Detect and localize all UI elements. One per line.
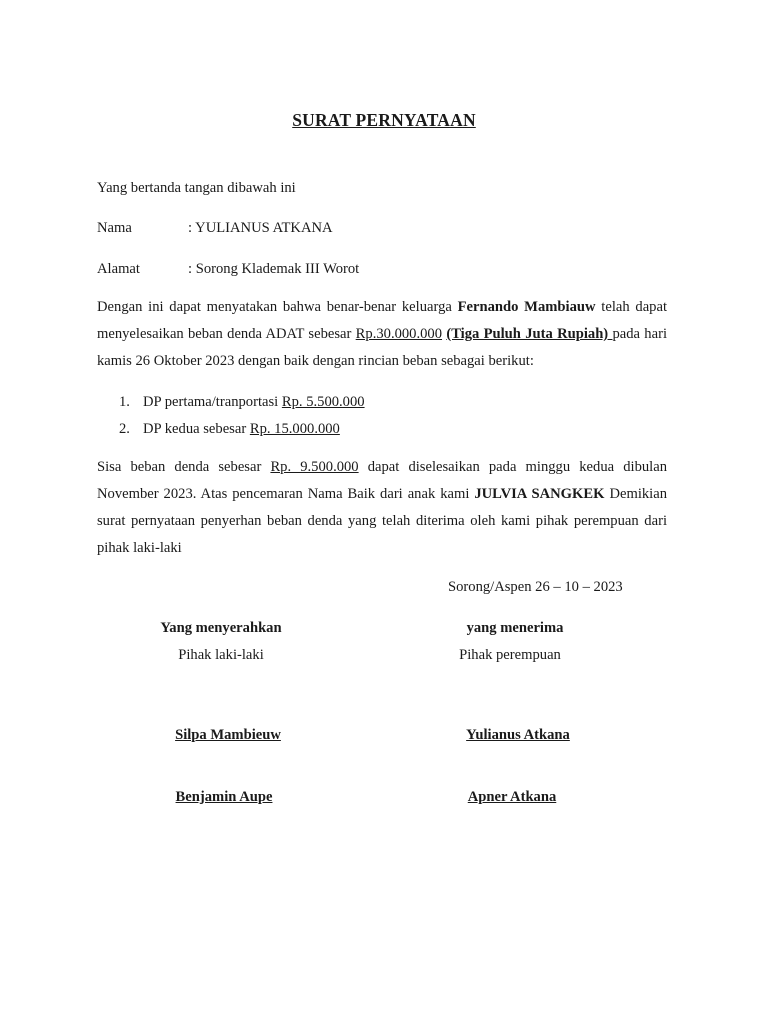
name-value: : YULIANUS ATKANA: [188, 220, 333, 236]
right-sub: Pihak perempuan: [459, 647, 561, 663]
place-date: Sorong/Aspen 26 – 10 – 2023: [448, 579, 623, 595]
para1-text-4: pada hari kamis 26 Oktober 2023 dengan baik dengan rincian beban sebagai berikut:: [97, 326, 667, 369]
total-amount-words: (Tiga Puluh Juta Rupiah): [446, 326, 613, 342]
para2-text-2: dapat diselesaikan pada minggu kedua dibulan November 2023. Atas pencemaran Nama Baik dari anak kami: [97, 459, 667, 502]
signatory-name: Yulianus Atkana: [466, 727, 570, 743]
signatory-name: Benjamin Aupe: [175, 789, 273, 805]
giver-heading: Yang menyerahkan: [160, 620, 282, 636]
list-item: [119, 421, 340, 438]
list-text: DP pertama/tranportasi: [143, 394, 282, 410]
list-amount: Rp. 5.500.000: [281, 394, 365, 410]
para1-text-2: telah dapat menyelesaikan beban denda ADAT sebesar: [97, 299, 667, 342]
right-signatory-1: [398, 727, 638, 744]
address-value: : Sorong Klademak III Worot: [188, 261, 360, 277]
document-title: SURAT PERNYATAAN: [292, 110, 476, 130]
total-amount: Rp.30.000.000: [355, 326, 443, 342]
statement-paragraph: [97, 294, 667, 375]
list-amount: Rp. 15.000.000: [249, 421, 340, 437]
name-label: Nama: [97, 220, 132, 236]
remaining-amount: Rp. 9.500.000: [270, 459, 359, 475]
para1-text-1: Dengan ini dapat menyatakan bahwa benar-benar keluarga: [97, 299, 458, 315]
left-heading: [101, 620, 341, 637]
left-signatory-2: [104, 789, 344, 806]
left-signatory-1: [108, 727, 348, 744]
family-name: Fernando Mambiauw: [457, 299, 596, 315]
intro-text: Yang bertanda tangan dibawah ini: [97, 180, 296, 196]
child-name: JULVIA SANGKEK: [474, 486, 605, 502]
name-field: [97, 220, 333, 237]
para2-text-3: Demikian surat pernyataan penyerhan beban denda yang telah diterima oleh kami pihak perempuan dari pihak laki-laki: [97, 486, 667, 556]
receiver-heading: yang menerima: [466, 620, 564, 636]
list-number: 1.: [119, 394, 130, 410]
para2-text-1: Sisa beban denda sebesar: [97, 459, 271, 475]
right-signatory-2: [392, 789, 632, 806]
address-label: Alamat: [97, 261, 140, 277]
signatory-name: Apner Atkana: [467, 789, 557, 805]
list-number: 2.: [119, 421, 130, 437]
right-heading: [395, 620, 635, 637]
list-text: DP kedua sebesar: [143, 421, 250, 437]
signatory-name: Silpa Mambieuw: [175, 727, 281, 743]
remaining-paragraph: [97, 454, 667, 562]
list-item: [119, 394, 365, 411]
address-field: [97, 261, 359, 278]
left-sub: Pihak laki-laki: [178, 647, 264, 663]
